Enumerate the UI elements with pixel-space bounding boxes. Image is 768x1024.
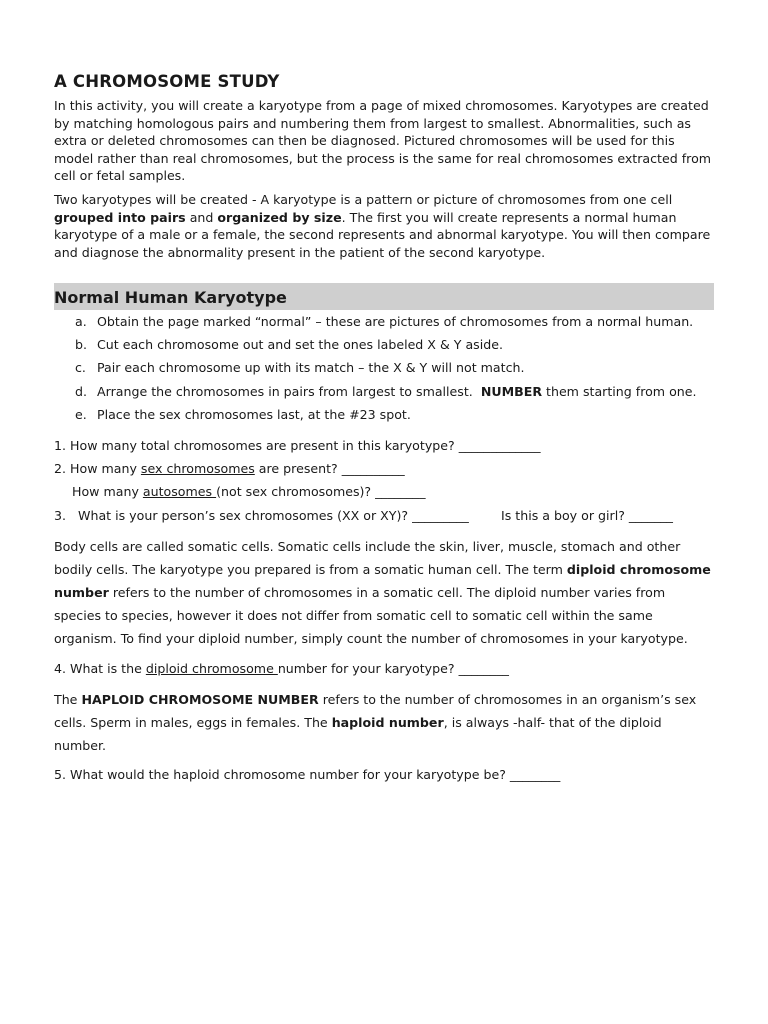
intro-paragraph-2 (54, 191, 716, 261)
haploid-paragraph: The HAPLOID CHROMOSOME NUMBER refers to the number of chromosomes in an organism’s sex cells. Sperm in males, eggs in females. The haploid number, is always -half- that of the diploid number. (54, 692, 697, 753)
list-item: c. Pair each chromosome up with its match – the X & Y will not match. (75, 360, 525, 375)
intro-p2-bold-size: organized by size (217, 209, 342, 225)
diploid-term-bold: diploid chromosome number (54, 562, 711, 600)
diploid-chromosome-term: diploid chromosome (145, 661, 278, 676)
intro-p2-bold-pairs: grouped into pairs (54, 209, 186, 225)
list-item: e. Place the sex chromosomes last, at the #23 spot. (75, 407, 411, 422)
number-bold: NUMBER (480, 384, 543, 399)
question-1: 1. How many total chromosomes are present in this karyotype? _____________ (54, 438, 541, 453)
section-header-band (54, 283, 714, 310)
somatic-paragraph: Body cells are called somatic cells. Somatic cells include the skin, liver, muscle, stomach and other bodily cells. The karyotype you prepared is from a somatic human cell. The term diploid chromosome number refers to the number of chromosomes in a somatic cell. The diploid number varies from species to species, however it does not differ from somatic cell to somatic cell within the same organism. To find your diploid number, simply count the number of chromosomes in your karyotype. (54, 539, 711, 646)
intro-p2-text-c: and (185, 209, 218, 225)
intro-p2-text-e: . The first you will create represents a normal human karyotype of a male or a female, the second represents and abnormal karyotype. You will then compare and diagnose the abnormality present in the patient of the second karyotype. (54, 209, 711, 260)
haploid-number-bold: haploid number (331, 715, 444, 730)
sex-chromosomes-term: sex chromosomes (140, 461, 255, 476)
question-4: 4. What is the diploid chromosome number for your karyotype? ________ (54, 661, 509, 676)
question-2b: How many autosomes (not sex chromosomes)? ________ (72, 484, 426, 499)
list-item: b. Cut each chromosome out and set the ones labeled X & Y aside. (75, 337, 503, 352)
haploid-term-bold: HAPLOID CHROMOSOME NUMBER (81, 692, 319, 707)
question-5: 5. What would the haploid chromosome number for your karyotype be? ________ (54, 767, 561, 782)
section-title: Normal Human Karyotype (54, 288, 287, 307)
autosomes-term: autosomes (142, 484, 217, 499)
intro-p2-text-a: Two karyotypes will be created - A karyotype is a pattern or picture of chromosomes from one cell (54, 192, 673, 207)
list-item: d. Arrange the chromosomes in pairs from largest to smallest. NUMBER them starting from one. (75, 384, 697, 399)
question-3: 3. What is your person’s sex chromosomes (XX or XY)? _________ (54, 508, 469, 523)
intro-paragraph-1: In this activity, you will create a karyotype from a page of mixed chromosomes. Karyotypes are created by matching homologous pairs and numbering them from largest to smallest. Abnormalities, such as extra or deleted chromosomes can then be diagnosed. Pictured chromosomes will be used for this model rather than real chromosomes, but the process is the same for real chromosomes extracted from cell or fetal samples. (54, 98, 712, 184)
document-title: A CHROMOSOME STUDY (54, 72, 280, 91)
question-3-boy-or-girl: Is this a boy or girl? _______ (501, 508, 673, 523)
list-item: a. Obtain the page marked “normal” – these are pictures of chromosomes from a normal human. (75, 314, 694, 329)
question-2: 2. How many sex chromosomes are present? __________ (54, 461, 405, 476)
